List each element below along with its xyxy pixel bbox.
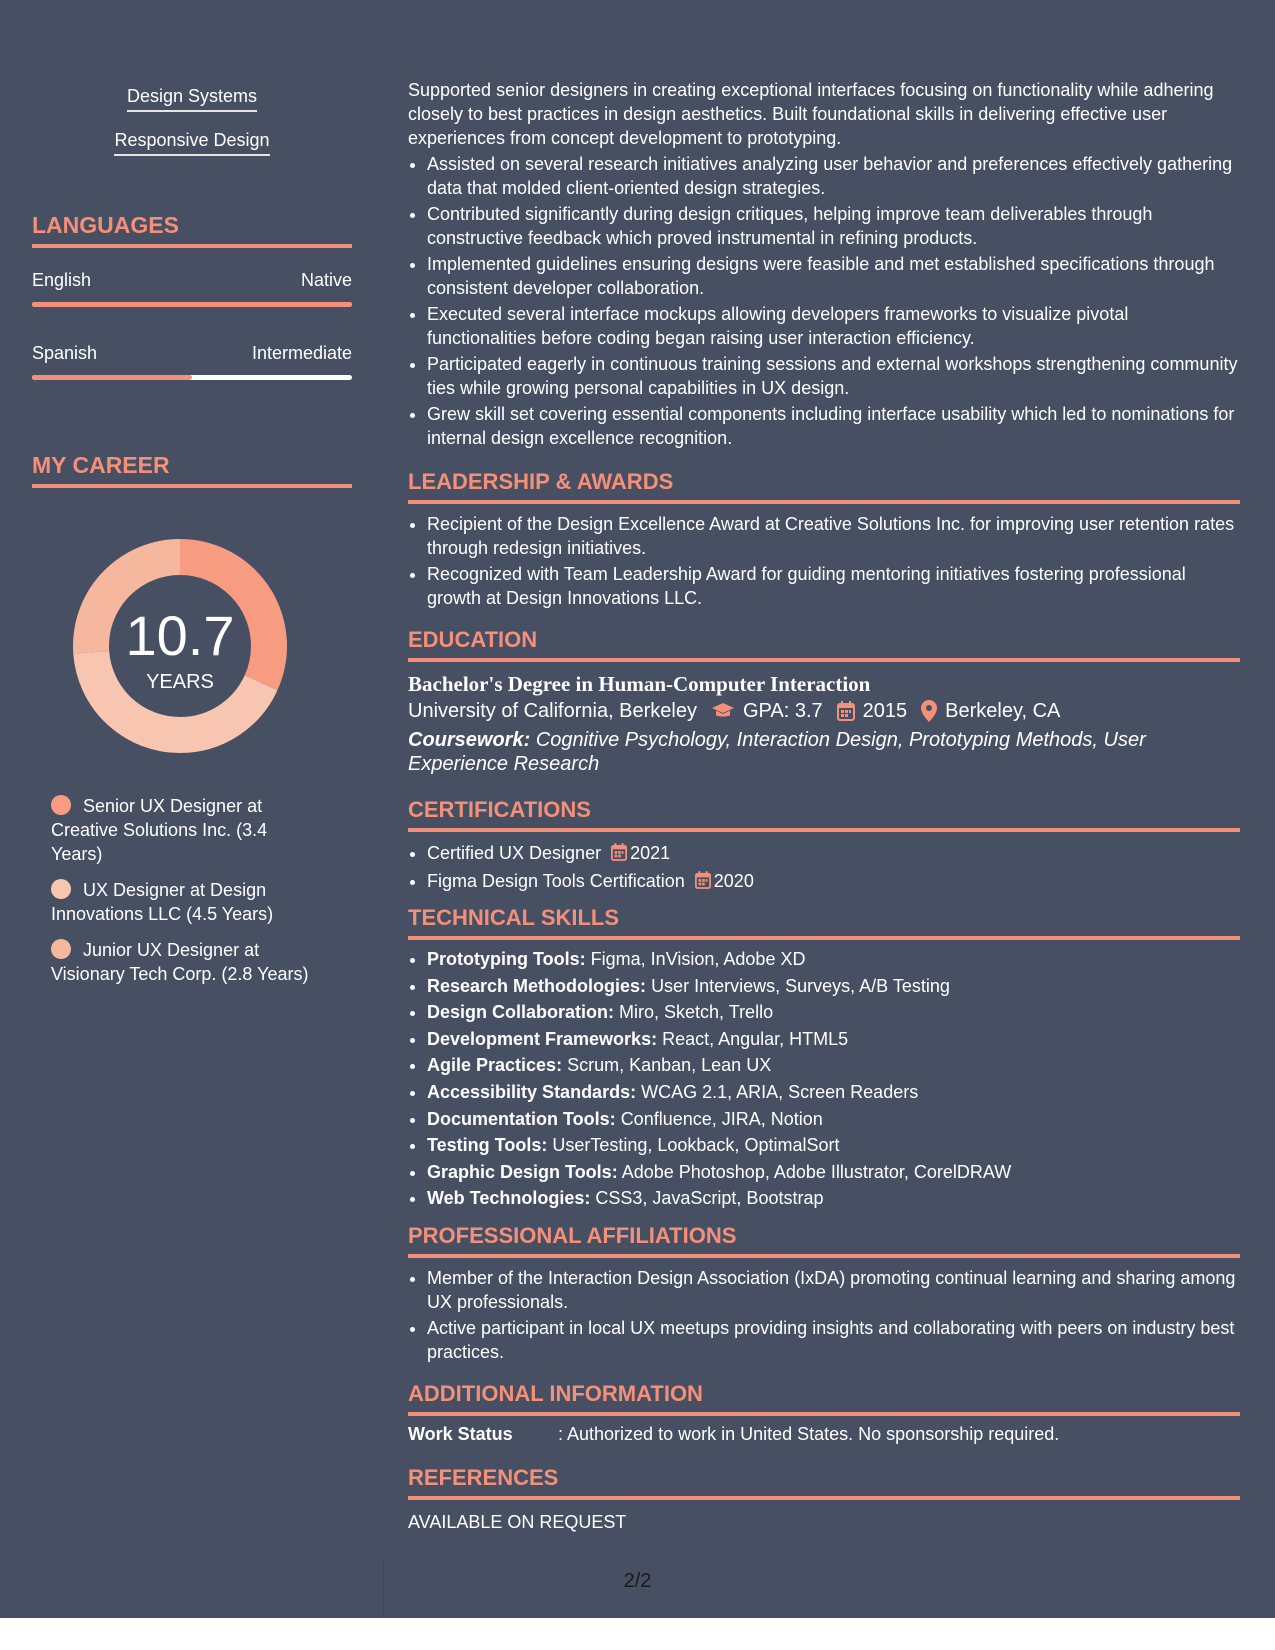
coursework-text: Cognitive Psychology, Interaction Design, Prototyping Methods, User Experience Research (408, 729, 1146, 775)
edu-school: University of California, Berkeley (408, 700, 697, 722)
list-item (427, 973, 1240, 1000)
language-level: Native (300, 270, 352, 290)
career-section (32, 450, 352, 998)
career-legend-item (51, 794, 321, 866)
section-title: CERTIFICATIONS (408, 796, 1240, 832)
skill-label: Prototyping Tools: (427, 949, 586, 969)
career-legend-label: Junior UX Designer at Visionary Tech Corp. (2.8 Years) (51, 940, 309, 984)
list-item (427, 999, 1240, 1026)
skill-label: Graphic Design Tools: (427, 1161, 618, 1182)
page-number: 2/2 (623, 1570, 652, 1592)
list-item (427, 1079, 1240, 1106)
skill-value: Adobe Photoshop, Adobe Illustrator, CorelDRAW (621, 1161, 1012, 1182)
list-item (427, 946, 1240, 973)
skill-label: Research Methodologies: (427, 975, 647, 996)
list-item: • Grew skill set covering essential components including interface usability which led to nominations for internal design excellence recognition. (427, 402, 1240, 450)
legend-dot (51, 879, 71, 899)
experience-summary: Supported senior designers in creating exceptional interfaces focusing on functionality while adhering closely to best practices in design aesthetics. Built foundational skills in delivering effective user experiences from concept development to prototyping. (408, 80, 1214, 148)
list-item: • Implemented guidelines ensuring designs were feasible and met established specifications through consistent developer collaboration. (427, 252, 1240, 300)
leadership-list (408, 512, 1240, 610)
skill-tags (32, 84, 352, 156)
skill-tag: Responsive Design (114, 128, 269, 156)
language-item (32, 341, 352, 380)
education-section (408, 626, 1240, 776)
career-legend-label: Senior UX Designer at Creative Solutions Inc. (3.4 Years) (51, 796, 268, 864)
edu-year: 2015 (862, 700, 908, 722)
affiliations-section (408, 1222, 1240, 1364)
list-item (427, 1185, 1240, 1212)
calendar-icon (695, 871, 711, 889)
skill-value: Miro, Sketch, Trello (619, 1002, 774, 1023)
languages-heading: LANGUAGES (32, 210, 352, 248)
location-pin-icon (921, 700, 937, 722)
certifications-list (408, 840, 1240, 894)
cert-year: 2020 (713, 871, 754, 891)
career-total-years: 10.7 (125, 604, 235, 667)
skill-value: React, Angular, HTML5 (662, 1028, 849, 1049)
cert-year: 2021 (630, 843, 671, 863)
list-item (427, 1106, 1240, 1133)
language-bar (32, 375, 352, 380)
skill-tag: Design Systems (127, 84, 257, 112)
languages-section (32, 210, 352, 380)
list-item: • Contributed significantly during design critiques, helping improve team deliverables through constructive feedback which proved instrumental in refining products. (427, 202, 1240, 250)
career-heading: MY CAREER (32, 450, 352, 488)
skill-value: UserTesting, Lookback, OptimalSort (552, 1135, 840, 1156)
calendar-icon (837, 701, 855, 721)
technical-skills-section (408, 904, 1240, 1212)
cert-name: Figma Design Tools Certification (427, 871, 685, 891)
list-item: • Active participant in local UX meetups providing insights and collaborating with peers on industry best practices. (427, 1316, 1240, 1364)
legend-dot (51, 939, 71, 959)
career-donut-chart (66, 532, 294, 760)
references-section (408, 1464, 1240, 1534)
career-legend-label: UX Designer at Design Innovations LLC (4.5 Years) (51, 880, 274, 924)
list-item: • Assisted on several research initiatives analyzing user behavior and preferences effectively gathering data that molded client-oriented design strategies. (427, 152, 1240, 200)
language-bar-fill (32, 375, 192, 380)
leadership-section (408, 468, 1240, 610)
language-name: English (32, 270, 92, 290)
work-status-value: : Authorized to work in United States. No sponsorship required. (558, 1423, 1060, 1444)
skill-label: Development Frameworks: (427, 1028, 658, 1049)
list-item: • Recipient of the Design Excellence Award at Creative Solutions Inc. for improving user retention rates through redesign initiatives. (427, 512, 1240, 560)
additional-info-section (408, 1380, 1240, 1446)
language-name: Spanish (32, 343, 98, 363)
main-content (408, 78, 1240, 1534)
legend-dot (51, 795, 71, 815)
career-total-unit: YEARS (146, 671, 214, 693)
donut-center (66, 532, 294, 760)
career-legend (51, 794, 352, 986)
section-title: ADDITIONAL INFORMATION (408, 1380, 1240, 1416)
list-item (427, 840, 1240, 866)
list-item: • Member of the Interaction Design Association (IxDA) promoting continual learning and sharing among UX professionals. (427, 1266, 1240, 1314)
language-bar (32, 302, 352, 307)
skill-label: Testing Tools: (427, 1135, 548, 1156)
certifications-section (408, 796, 1240, 894)
skill-value: Figma, InVision, Adobe XD (590, 949, 806, 969)
skill-label: Accessibility Standards: (427, 1081, 637, 1102)
section-title: LEADERSHIP & AWARDS (408, 468, 1240, 504)
skill-label: Documentation Tools: (427, 1108, 616, 1129)
edu-degree: Bachelor's Degree in Human-Computer Interaction (408, 672, 871, 696)
language-level: Intermediate (251, 343, 352, 363)
experience-bullets (408, 152, 1240, 450)
skill-value: Scrum, Kanban, Lean UX (567, 1055, 772, 1076)
section-title: TECHNICAL SKILLS (408, 904, 1240, 940)
list-item (427, 1132, 1240, 1159)
list-item: • Participated eagerly in continuous training sessions and external workshops strengthening community ties while growing personal capabilities in UX design. (427, 352, 1240, 400)
career-legend-item (51, 878, 321, 926)
list-item: • Recognized with Team Leadership Award for guiding mentoring initiatives fostering professional growth at Design Innovations LLC. (427, 562, 1240, 610)
edu-location: Berkeley, CA (945, 700, 1061, 722)
cert-name: Certified UX Designer (427, 843, 602, 863)
list-item (427, 868, 1240, 894)
skill-label: Agile Practices: (427, 1055, 563, 1076)
list-item (427, 1026, 1240, 1053)
language-item (32, 268, 352, 307)
list-item: • Executed several interface mockups allowing developers frameworks to visualize pivotal functionalities before coding began raising user interaction efficiency. (427, 302, 1240, 350)
section-title: PROFESSIONAL AFFILIATIONS (408, 1222, 1240, 1258)
coursework-label: Coursework: (408, 729, 531, 751)
technical-skills-list (408, 946, 1240, 1212)
skill-value: CSS3, JavaScript, Bootstrap (595, 1188, 824, 1209)
section-title: EDUCATION (408, 626, 1240, 662)
skill-value: Confluence, JIRA, Notion (620, 1108, 823, 1129)
edu-meta (408, 698, 1240, 724)
work-status-row (408, 1422, 1240, 1446)
skill-value: User Interviews, Surveys, A/B Testing (651, 975, 950, 996)
edu-coursework (408, 728, 1240, 776)
references-text: AVAILABLE ON REQUEST (408, 1511, 627, 1532)
list-item (427, 1159, 1240, 1186)
career-legend-item (51, 938, 321, 986)
list-item (427, 1052, 1240, 1079)
skill-label: Design Collaboration: (427, 1002, 615, 1023)
section-title: REFERENCES (408, 1464, 1240, 1500)
skill-value: WCAG 2.1, ARIA, Screen Readers (641, 1081, 919, 1102)
work-status-label: Work Status (408, 1423, 513, 1444)
edu-gpa: GPA: 3.7 (743, 700, 823, 722)
graduation-cap-icon (711, 702, 735, 720)
language-bar-fill (32, 302, 352, 307)
skill-label: Web Technologies: (427, 1188, 591, 1209)
affiliations-list (408, 1266, 1240, 1364)
calendar-icon (611, 843, 627, 861)
